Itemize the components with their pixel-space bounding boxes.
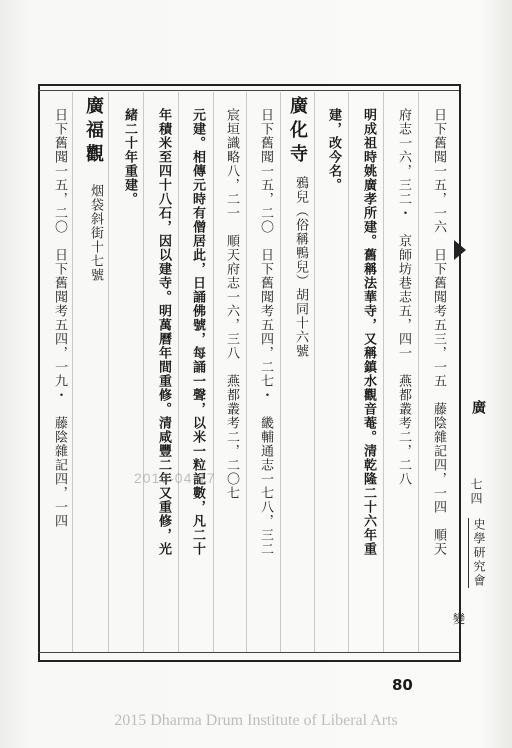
text-column-9: 年積米至四十八石，因以建寺。明萬曆年間重修。清咸豐二年又重修，光	[156, 108, 171, 556]
entry-address: 烟袋斜街十七號	[88, 184, 103, 282]
text-column-2: 府志一六，三二・ 京師坊巷志五，四一 燕都叢考二，二八	[396, 108, 411, 486]
publisher-label: 史學研究會	[468, 518, 488, 588]
text-column-1: 日下舊聞一五，一六 日下舊聞考五三，一五 藤陰雜記四，一四 順天	[431, 108, 446, 556]
text-column-8: 元建。相傳元時有僧居此，日誦佛號，每誦一聲，以米一粒記數，凡二十	[190, 108, 205, 556]
text-column-3: 明成祖時姚廣孝所建。舊稱法華寺，又稱鎮水觀音菴。清乾隆二十六年重	[361, 108, 376, 556]
watermark: 2015 Dharma Drum Institute of Liberal Arts	[114, 712, 398, 729]
page-number: 80	[392, 676, 413, 694]
text-column-4: 建，改今名。	[326, 108, 341, 192]
section-tab-marker	[454, 240, 466, 260]
section-char: 廣	[470, 400, 486, 416]
column-rule	[246, 92, 247, 652]
column-rule	[213, 92, 214, 652]
entry-heading-guanghua-temple: 廣化寺	[287, 96, 308, 168]
column-rule	[178, 92, 179, 652]
date-stamp: 2016-04-17	[134, 470, 216, 486]
column-rule	[383, 92, 384, 652]
margin-char: 變	[453, 612, 466, 626]
entry-address: 鴉兒（俗稱鴨兒）胡同十六號	[293, 176, 308, 358]
text-column-12: 日下舊聞一五，二〇 日下舊聞考五四，一九・ 藤陰雜記四，一四	[52, 108, 67, 528]
column-rule	[348, 92, 349, 652]
column-rule	[418, 92, 419, 652]
entry-heading-guangfu-temple: 廣福觀	[83, 96, 104, 168]
frame-rule-top	[38, 90, 459, 91]
text-column-10: 緒二十年重建。	[122, 108, 137, 206]
text-column-7: 宸垣識略八，二一 順天府志一六，三八 燕都叢考二，二〇七	[224, 108, 239, 500]
text-column-6: 日下舊聞一五，二〇 日下舊聞考五四，二七・ 畿輔通志一七八，三二	[258, 108, 273, 556]
frame-rule-bottom	[38, 652, 459, 653]
column-rule	[280, 92, 281, 652]
page-marker: 七四	[469, 478, 483, 506]
